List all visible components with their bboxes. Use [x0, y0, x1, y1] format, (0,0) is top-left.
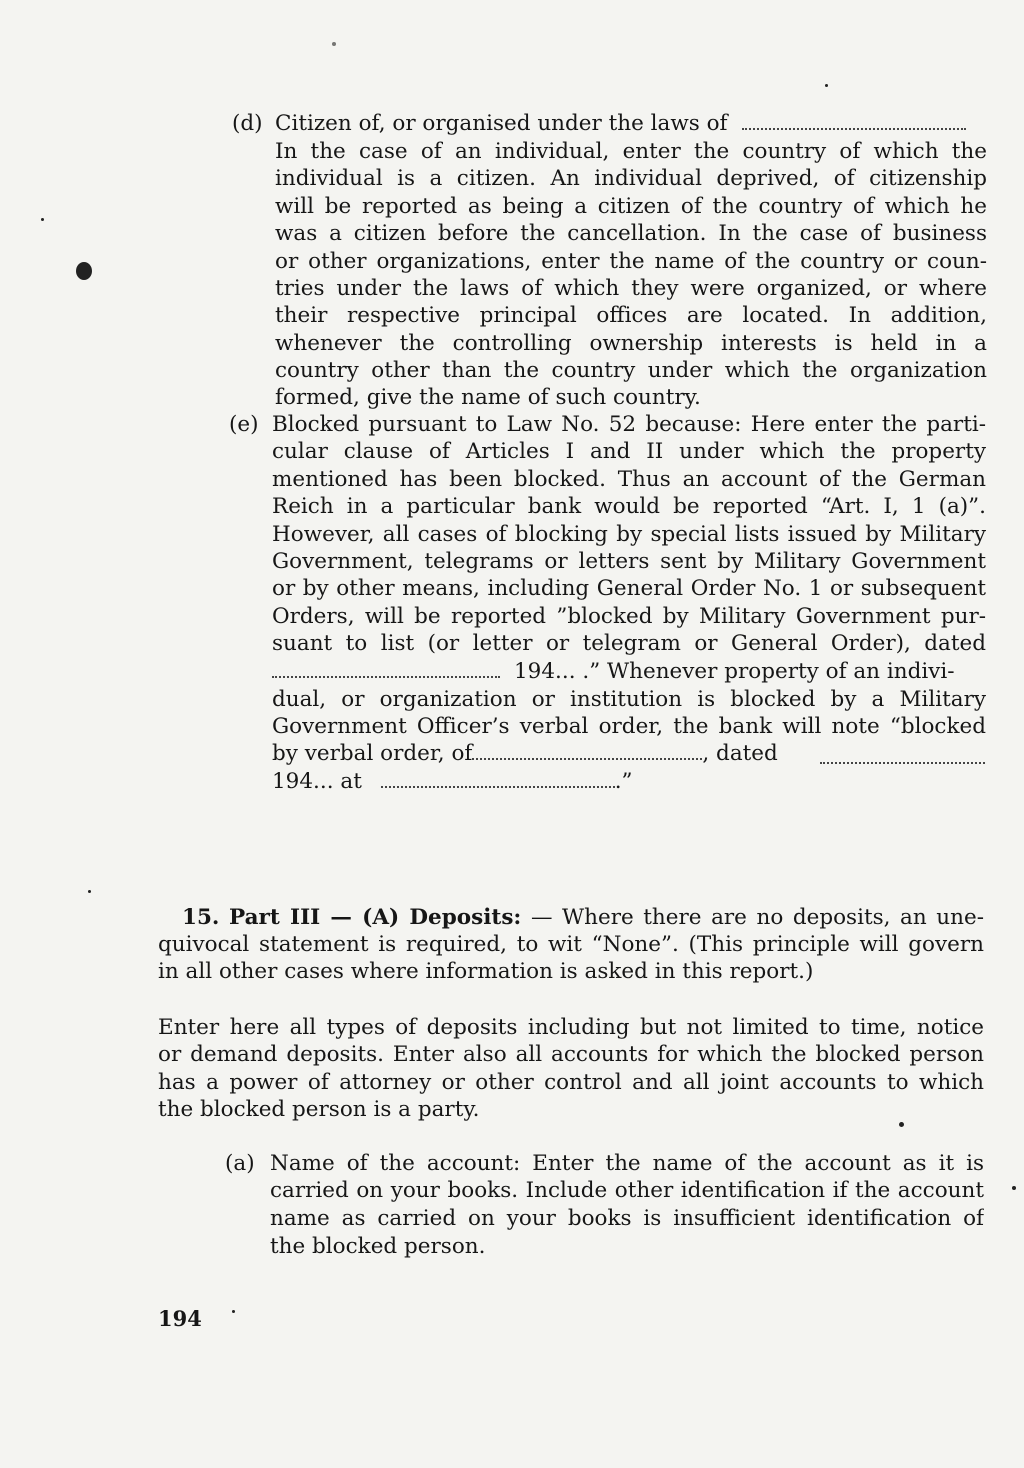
item-a-last-line: the blocked person. — [270, 1234, 486, 1259]
section-15-heading-line: 15. Part III — (A) Deposits: — Where there are no deposits, an une- — [182, 905, 984, 930]
section-e-line: However, all cases of blocking by special lists issued by Military — [272, 521, 986, 547]
item-a-line: Name of the account: Enter the name of the account as it is — [270, 1151, 984, 1176]
scan-speck — [1012, 1186, 1016, 1190]
item-a-line: carried on your books. Include other identification if the account — [270, 1178, 984, 1204]
section-d-line: tries under the laws of which they were organized, or where — [275, 276, 987, 301]
section-e-at-line: 194... at .” — [272, 769, 633, 794]
scan-speck — [76, 262, 92, 280]
section-15-number: 15. — [182, 905, 220, 930]
section-d-line: their respective principal offices are located. In addition, — [275, 303, 987, 329]
deposits-paragraph-line: or demand deposits. Enter also all accounts for which the blocked person — [158, 1042, 984, 1068]
page-number: 194 — [158, 1306, 202, 1331]
deposits-paragraph-line: has a power of attorney or other control and all joint accounts to which — [158, 1069, 984, 1095]
section-d-line: individual is a citizen. An individual deprived, of citizenship — [275, 166, 987, 192]
section-e-label: (e) — [229, 412, 259, 437]
scan-speck — [232, 1310, 235, 1313]
scan-speck — [825, 84, 828, 87]
section-d-line: was a citizen before the cancellation. In the case of business — [275, 221, 987, 247]
section-15-last-line: in all other cases where information is asked in this report.) — [158, 959, 814, 984]
section-d-line: will be reported as being a citizen of the country of which he — [275, 193, 987, 219]
fill-in-blank — [272, 658, 500, 678]
section-d-line: whenever the controlling ownership interests is held in a — [275, 330, 987, 356]
section-e-verbal-line: by verbal order, of , dated — [272, 740, 986, 767]
scan-speck — [41, 218, 44, 221]
scan-speck — [332, 42, 336, 46]
item-a-label: (a) — [225, 1151, 255, 1176]
section-e-line: mentioned has been blocked. Thus an account of the German — [272, 466, 986, 492]
section-15-heading: Part III — (A) Deposits: — [229, 905, 522, 930]
scan-speck — [899, 1122, 904, 1127]
section-e-line: Blocked pursuant to Law No. 52 because: Here enter the parti- — [272, 412, 986, 437]
item-a-line: name as carried on your books is insufficient identification of — [270, 1205, 984, 1231]
section-d-first-line: Citizen of, or organised under the laws of — [275, 110, 966, 137]
section-e-line: Government Officer’s verbal order, the bank will note “blocked — [272, 714, 986, 740]
section-d-last-line: formed, give the name of such country. — [275, 385, 701, 410]
section-e-line: Reich in a particular bank would be reported “Art. I, 1 (a)”. — [272, 494, 986, 520]
section-e-line: cular clause of Articles I and II under which the property — [272, 439, 986, 465]
fill-in-blank — [472, 740, 702, 760]
deposits-paragraph-last-line: the blocked person is a party. — [158, 1097, 480, 1122]
section-e-dated-line: 194... .” Whenever property of an indivi- — [272, 658, 986, 685]
section-d-label: (d) — [232, 111, 263, 136]
section-e-line: dual, or organization or institution is blocked by a Military — [272, 687, 986, 712]
section-e-line: Orders, will be reported ”blocked by Military Government pur- — [272, 603, 986, 629]
section-e-line: or by other means, including General Order No. 1 or subsequent — [272, 576, 986, 602]
section-15-line: quivocal statement is required, to wit “None”. (This principle will govern — [158, 932, 984, 957]
section-d-line: country other than the country under which the organization — [275, 358, 987, 384]
fill-in-blank — [742, 110, 966, 130]
section-d-line: or other organizations, enter the name of the country or coun- — [275, 248, 987, 274]
deposits-paragraph-line: Enter here all types of deposits including but not limited to time, notice — [158, 1015, 984, 1040]
fill-in-blank — [381, 768, 615, 788]
scan-speck — [88, 890, 91, 893]
section-d-line: In the case of an individual, enter the country of which the — [275, 139, 987, 164]
section-e-line: Government, telegrams or letters sent by Military Government — [272, 549, 986, 574]
fill-in-blank — [820, 744, 985, 764]
section-e-line: suant to list (or letter or telegram or General Order), dated — [272, 631, 986, 657]
